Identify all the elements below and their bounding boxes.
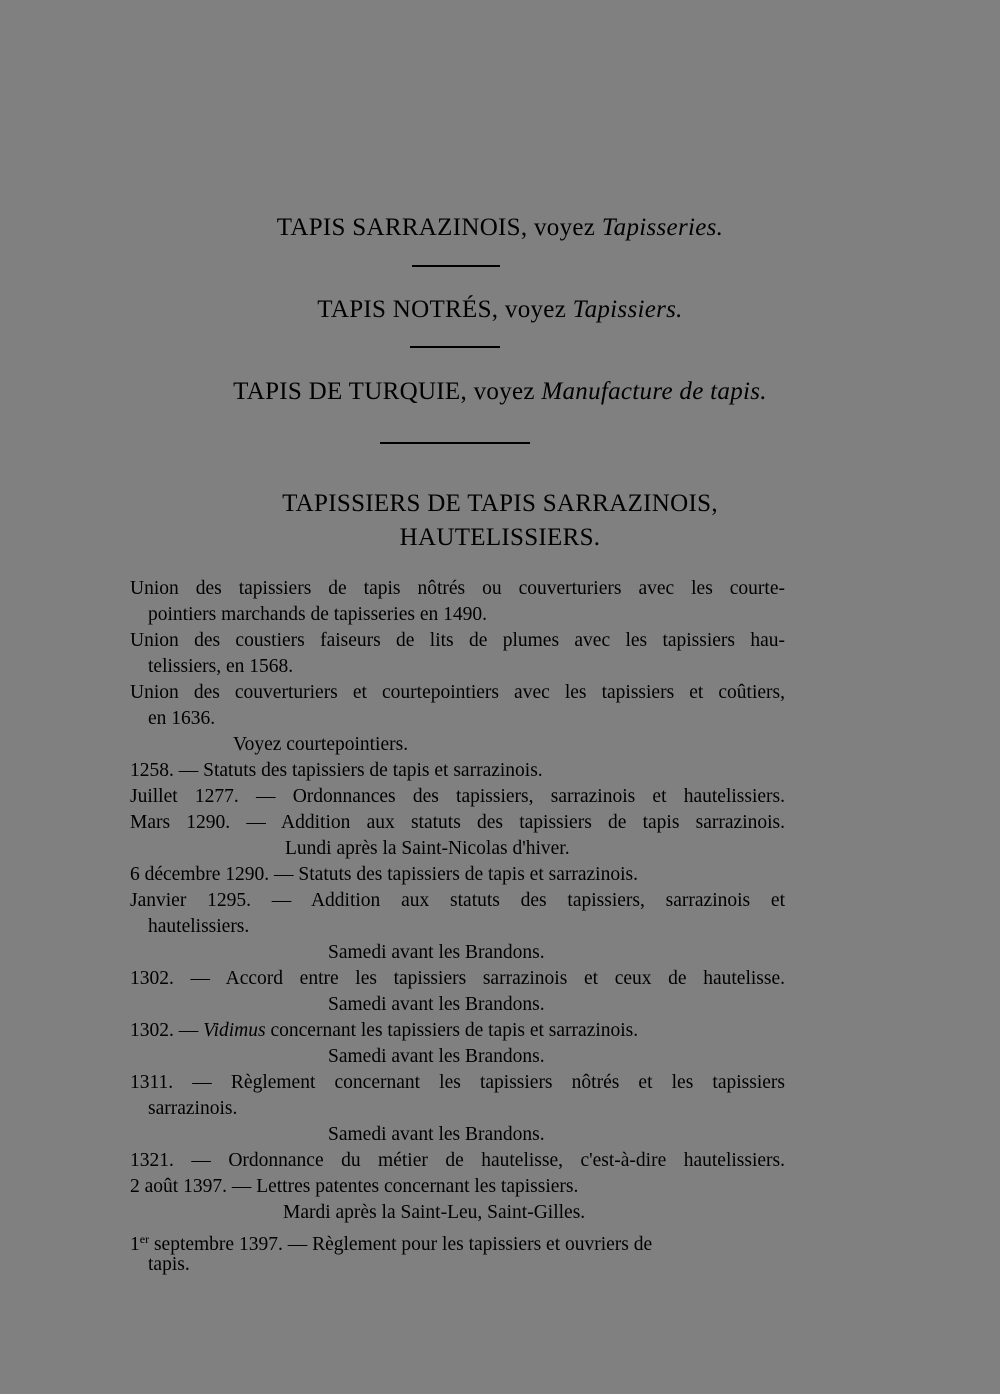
entry-1290-mars: Mars 1290. — Addition aux statuts des tapissiers de tapis sarrazinois. <box>130 812 785 833</box>
union-1568-line-2: telissiers, en 1568. <box>148 656 294 677</box>
entry-1295-line-2: hautelissiers. <box>148 916 250 937</box>
union-1490-line-2: pointiers marchands de tapisseries en 1490. <box>148 604 487 625</box>
section-title-line-1: TAPISSIERS DE TAPIS SARRAZINOIS, <box>282 490 718 517</box>
entry-1397-aout: 2 août 1397. — Lettres patentes concernant les tapissiers. <box>130 1176 579 1197</box>
union-1568-line-1: Union des coustiers faiseurs de lits de plumes avec les tapissiers hau- <box>130 630 785 651</box>
entry-1290-mars-date: Lundi après la Saint-Nicolas d'hiver. <box>285 838 570 859</box>
ordinal-superscript: er <box>139 1232 150 1246</box>
entry-1311-line-2: sarrazinois. <box>148 1098 238 1119</box>
cross-reference: Tapissiers. <box>572 296 683 323</box>
heading-text: TAPIS DE TURQUIE, voyez <box>233 378 542 405</box>
section-title-line-2: HAUTELISSIERS. <box>399 524 601 551</box>
union-1490-line-1: Union des tapissiers de tapis nôtrés ou couverturiers avec les courte- <box>130 578 785 599</box>
heading-tapis-de-turquie <box>0 378 1000 406</box>
vidimus-term: Vidimus <box>203 1020 266 1041</box>
cross-reference: Manufacture de tapis. <box>541 378 767 405</box>
entry-1295-line-1: Janvier 1295. — Addition aux statuts des tapissiers, sarrazinois et <box>130 890 785 911</box>
entry-1302-vidimus <box>130 1018 638 1044</box>
entry-1397-septembre-line-2: tapis. <box>148 1254 190 1275</box>
voyez-reference: Voyez courtepointiers. <box>233 734 409 755</box>
entry-1302-accord-date: Samedi avant les Brandons. <box>328 994 545 1015</box>
entry-1302-vidimus-date: Samedi avant les Brandons. <box>328 1046 545 1067</box>
separator-rule <box>410 346 500 348</box>
entry-prefix: 1302. — <box>130 1020 204 1041</box>
entry-1311-line-1: 1311. — Règlement concernant les tapissiers nôtrés et les tapissiers <box>130 1072 785 1093</box>
cross-reference: Tapisseries. <box>601 214 724 241</box>
entry-body: concernant les tapissiers de tapis et sarrazinois. <box>265 1020 639 1041</box>
entry-1311-date: Samedi avant les Brandons. <box>328 1124 545 1145</box>
union-1636-line-1: Union des couverturiers et courtepointiers avec les tapissiers et coûtiers, <box>130 682 785 703</box>
separator-rule <box>380 442 530 444</box>
heading-tapis-sarrazinois <box>0 214 1000 242</box>
union-1636-line-2: en 1636. <box>148 708 216 729</box>
entry-body: septembre 1397. — Règlement pour les tapissiers et ouvriers de <box>149 1234 653 1255</box>
heading-text: TAPIS NOTRÉS, voyez <box>317 296 573 323</box>
day-number: 1 <box>130 1234 140 1255</box>
entry-1277: Juillet 1277. — Ordonnances des tapissiers, sarrazinois et hautelissiers. <box>130 786 785 807</box>
entry-1258: 1258. — Statuts des tapissiers de tapis et sarrazinois. <box>130 760 543 781</box>
separator-rule <box>412 265 500 267</box>
entry-1295-date: Samedi avant les Brandons. <box>328 942 545 963</box>
heading-text: TAPIS SARRAZINOIS, voyez <box>276 214 602 241</box>
entry-1302-accord: 1302. — Accord entre les tapissiers sarrazinois et ceux de hautelisse. <box>130 968 785 989</box>
heading-tapis-notres <box>0 296 1000 324</box>
entry-1321: 1321. — Ordonnance du métier de hautelisse, c'est-à-dire hautelissiers. <box>130 1150 785 1171</box>
entry-1397-aout-date: Mardi après la Saint-Leu, Saint-Gilles. <box>283 1202 586 1223</box>
entry-1290-decembre: 6 décembre 1290. — Statuts des tapissiers de tapis et sarrazinois. <box>130 864 638 885</box>
